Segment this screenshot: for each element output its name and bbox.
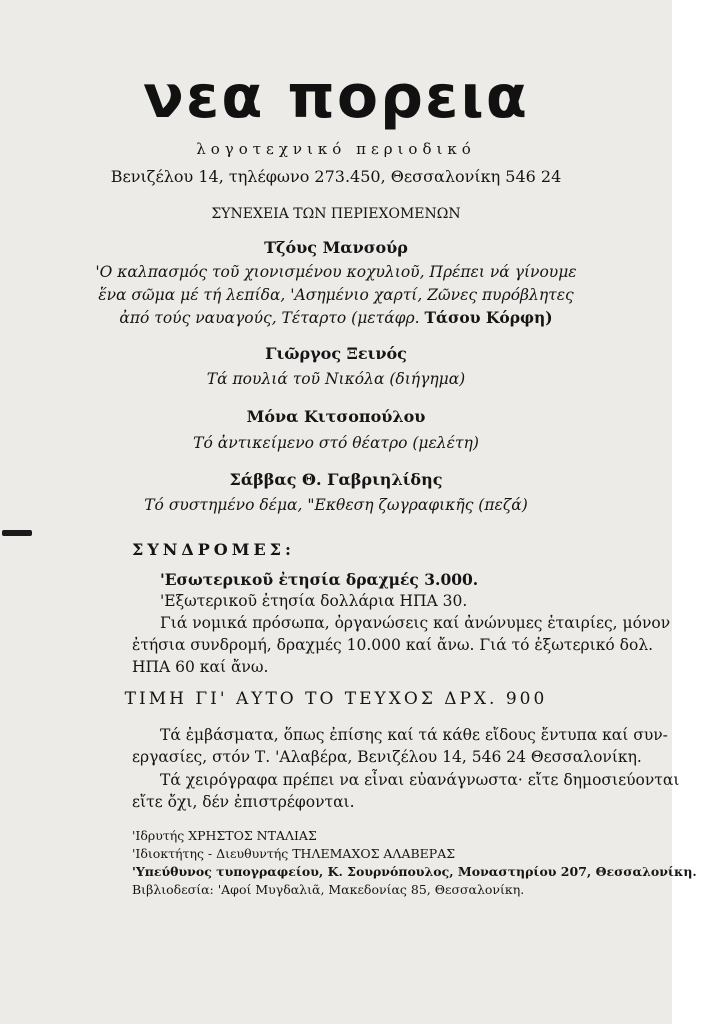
issue-price: ΤΙΜΗ ΓΙ' ΑΥΤΟ ΤΟ ΤΕΥΧΟΣ ΔΡΧ. 900 — [124, 689, 548, 709]
colophon-printer: 'Υπεύθυνος τυπογραφείου, Κ. Σουρνόπουλος, Μοναστηρίου 207, Θεσσαλονίκη. — [132, 864, 697, 879]
entry-translator: Τάσου Κόρφη) — [424, 308, 553, 327]
masthead-title: νεα πορεια — [142, 62, 529, 132]
entry-line: ἀπό τούς ναυαγούς, Τέταρτο (μετάφρ. — [119, 309, 420, 327]
colophon-binder: Βιβλιοδεσία: 'Αφοί Μυγδαλιᾶ, Μακεδονίας 85, Θεσσαλονίκη. — [132, 882, 525, 897]
subscription-legal-line: ἐτήσια συνδρομή, δραχμές 10.000 καί ἄνω. Γιά τό ἐξωτερικό δολ. — [132, 636, 654, 654]
entry-author-xeinos: Γιῶργος Ξεινός — [265, 344, 407, 363]
subscription-domestic: 'Εσωτερικοῦ ἐτησία δραχμές 3.000. — [160, 570, 479, 589]
entry-line: Τά πουλιά τοῦ Νικόλα (διήγημα) — [206, 370, 466, 388]
entry-line-with-translator — [0, 306, 672, 330]
page-edge-mark — [2, 530, 32, 536]
entry-author-mansour: Τζόυς Μανσούρ — [264, 238, 408, 257]
payment-note: εργασίες, στόν Τ. 'Αλαβέρα, Βενιζέλου 14, 546 24 Θεσσαλονίκη. — [132, 748, 642, 766]
masthead-subtitle: λογοτεχνικό περιοδικό — [196, 140, 476, 158]
entry-line: ἕνα σῶμα μέ τή λεπίδα, 'Ασημένιο χαρτί, Ζῶνες πυρόβλητες — [98, 286, 574, 304]
subscription-foreign: 'Εξωτερικοῦ ἐτησία δολλάρια ΗΠΑ 30. — [160, 592, 468, 610]
manuscripts-note: Τά χειρόγραφα πρέπει να εἶναι εὐανάγνωστα· εἴτε δημοσιεύονται — [160, 771, 680, 789]
entry-author-gavriilidis: Σάββας Θ. Γαβριηλίδης — [229, 470, 443, 489]
subscriptions-heading: ΣΥΝΔΡΟΜΕΣ: — [132, 540, 295, 559]
entry-line: Τό ἀντικείμενο στό θέατρο (μελέτη) — [193, 434, 479, 452]
manuscripts-note: εἴτε ὄχι, δέν ἐπιστρέφονται. — [132, 793, 355, 811]
colophon-owner: 'Ιδιοκτήτης - Διευθυντής ΤΗΛΕΜΑΧΟΣ ΑΛΑΒΕΡΑΣ — [132, 846, 456, 861]
entry-line: 'Ο καλπασμός τοῦ χιονισμένου κοχυλιοῦ, Πρέπει νά γίνουμε — [95, 263, 577, 281]
entry-line: Τό συστημένο δέμα, "Εκθεση ζωγραφικῆς (πεζά) — [144, 496, 528, 514]
contents-heading: ΣΥΝΕΧΕΙΑ ΤΩΝ ΠΕΡΙΕΧΟΜΕΝΩΝ — [211, 206, 461, 222]
colophon-founder: 'Ιδρυτής ΧΡΗΣΤΟΣ ΝΤΑΛΙΑΣ — [132, 828, 317, 843]
payment-note: Τά ἐμβάσματα, ὅπως ἐπίσης καί τά κάθε εἴδους ἔντυπα καί συν- — [160, 726, 668, 744]
subscription-legal-line: Γιά νομικά πρόσωπα, ὀργανώσεις καί ἀνώνυμες ἑταιρίες, μόνον — [160, 614, 671, 632]
subscription-legal-line: ΗΠΑ 60 καί ἄνω. — [132, 658, 269, 676]
entry-author-kitsopoulou: Μόνα Κιτσοπούλου — [246, 407, 426, 426]
masthead-address: Βενιζέλου 14, τηλέφωνο 273.450, Θεσσαλονίκη 546 24 — [110, 167, 562, 186]
